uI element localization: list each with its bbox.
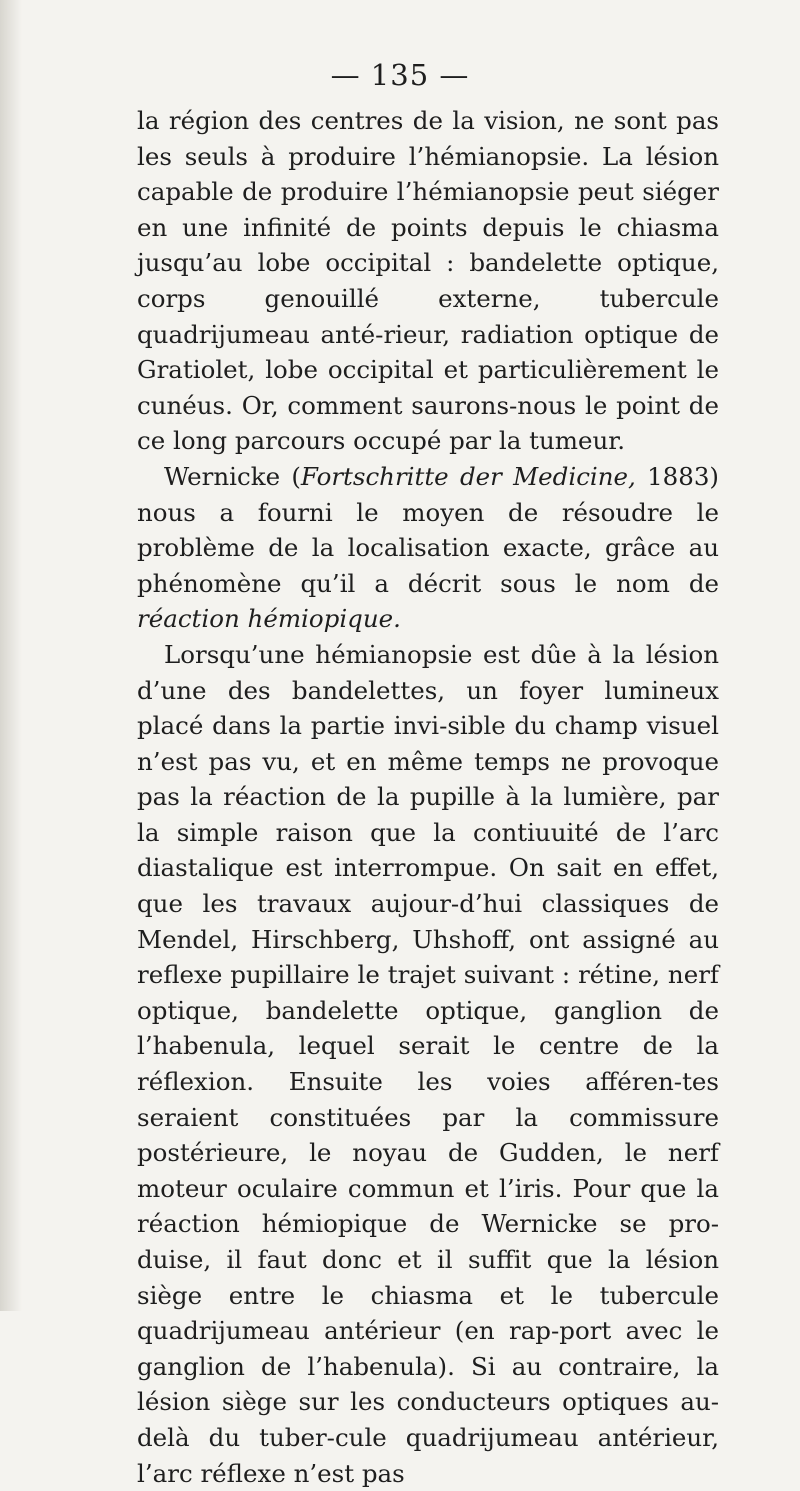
page-number: — 135 — [330, 58, 470, 92]
paragraph-2-citation: Fortschritte der Medicine, [300, 461, 636, 491]
paragraph-2-term: réaction hémiopique. [137, 604, 401, 634]
body-text [137, 103, 719, 1491]
binding-gutter [0, 0, 22, 1311]
paragraph-1: la région des centres de la vision, ne sont pas les seuls à produire l’hémianopsie. La lésion capable de produire l’hémianopsie peut siéger en une infinité de points depuis le chiasma jusqu’au lobe occipital : bandelette optique, corps genouillé externe, tubercule quadrijumeau anté-rieur, radiation optique de Gratiolet, lobe occipital et particulièrement le cunéus. Or, comment saurons-nous le point de ce long parcours occupé par la tumeur. [137, 106, 719, 456]
paragraph-2-after: 1883) nous a fourni le moyen de résoudre le problème de la localisation exacte, grâce au phénomène qu’il a décrit sous le nom de [137, 461, 719, 598]
paragraph-2-before: Wernicke ( [164, 461, 301, 491]
paragraph-2 [137, 459, 719, 637]
paragraph-3: Lorsqu’une hémianopsie est dûe à la lésion d’une des bandelettes, un foyer lumineux placé dans la partie invi-sible du champ visuel n’est pas vu, et en même temps ne provoque pas la réaction de la pupille à la lumière, par la simple raison que la contiuuité de l’arc diastalique est interrompue. On sait en effet, que les travaux aujour-d’hui classiques de Mendel, Hirschberg, Uhshoff, ont assigné au reflexe pupillaire le trajet suivant : rétine, nerf optique, bandelette optique, ganglion de l’habenula, lequel serait le centre de la réflexion. Ensuite les voies afféren-tes seraient constituées par la commissure postérieure, le noyau de Gudden, le nerf moteur oculaire commun et l’iris. Pour que la réaction hémiopique de Wernicke se pro-duise, il faut donc et il suffit que la lésion siège entre le chiasma et le tubercule quadrijumeau antérieur (en rap-port avec le ganglion de l’habenula). Si au contraire, la lésion siège sur les conducteurs optiques au-delà du tuber-cule quadrijumeau antérieur, l’arc réflexe n’est pas [137, 639, 719, 1488]
